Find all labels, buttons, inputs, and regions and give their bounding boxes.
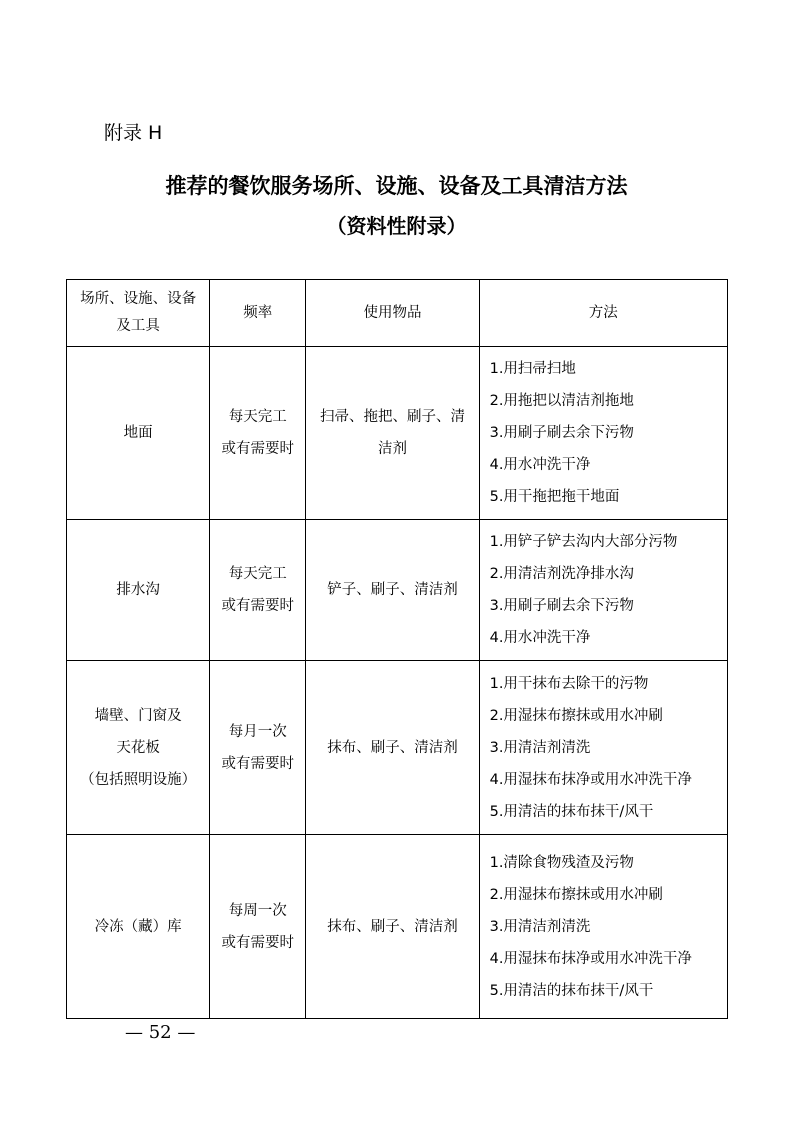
method-cell	[479, 661, 727, 835]
method-step: 2.用清洁剂洗净排水沟	[489, 566, 634, 582]
frequency-line: 或有需要时	[221, 598, 295, 614]
place-line: 排水沟	[116, 582, 160, 598]
place-cell	[67, 835, 210, 1019]
place-line: （包括照明设施）	[80, 771, 197, 788]
place-cell	[67, 661, 210, 835]
table-row	[67, 347, 728, 520]
method-step: 2.用湿抹布擦抹或用水冲刷	[489, 886, 663, 903]
frequency-cell	[210, 835, 306, 1019]
items-line: 扫帚、拖把、刷子、清	[319, 409, 465, 425]
method-step: 5.用清洁的抹布抹干/风干	[489, 803, 654, 820]
method-step: 3.用刷子刷去余下污物	[489, 598, 634, 614]
method-step: 5.用清洁的抹布抹干/风干	[489, 982, 654, 999]
method-step: 2.用湿抹布擦抹或用水冲刷	[489, 707, 663, 724]
items-line: 洁剂	[377, 441, 407, 457]
method-step: 3.用清洁剂清洗	[489, 739, 591, 756]
method-step: 3.用刷子刷去余下污物	[489, 425, 634, 441]
method-step: 1.用铲子铲去沟内大部分污物	[489, 534, 678, 550]
place-line: 天花板	[116, 739, 160, 756]
method-step: 1.清除食物残渣及污物	[489, 854, 634, 871]
frequency-line: 或有需要时	[221, 934, 295, 951]
page-number: — 52 —	[125, 1022, 196, 1043]
items-cell	[306, 661, 479, 835]
cleaning-methods-table	[66, 279, 728, 1019]
frequency-cell	[210, 520, 306, 661]
place-cell	[67, 347, 210, 520]
header-place	[67, 280, 210, 347]
method-step: 2.用拖把以清洁剂拖地	[489, 393, 634, 409]
frequency-line: 每天完工	[228, 566, 287, 582]
method-step: 1.用扫帚扫地	[489, 361, 576, 377]
frequency-cell	[210, 347, 306, 520]
header-frequency: 频率	[210, 280, 306, 347]
frequency-cell	[210, 661, 306, 835]
items-line: 铲子、刷子、清洁剂	[327, 582, 458, 598]
table-header-row	[67, 280, 728, 347]
items-line: 抹布、刷子、清洁剂	[327, 739, 458, 756]
table-row	[67, 835, 728, 1019]
document-title: 推荐的餐饮服务场所、设施、设备及工具清洁方法	[165, 174, 628, 198]
method-step: 4.用水冲洗干净	[489, 457, 591, 473]
frequency-line: 每天完工	[228, 409, 287, 425]
method-step: 5.用干拖把拖干地面	[489, 489, 620, 505]
items-cell	[306, 520, 479, 661]
frequency-line: 每周一次	[228, 902, 287, 919]
header-items: 使用物品	[306, 280, 479, 347]
method-cell	[479, 835, 727, 1019]
place-line: 地面	[123, 425, 153, 441]
frequency-line: 或有需要时	[221, 755, 295, 772]
place-cell	[67, 520, 210, 661]
document-subtitle: （资料性附录）	[326, 214, 467, 238]
method-step: 4.用湿抹布抹净或用水冲洗干净	[489, 771, 692, 788]
header-place-line1: 场所、设施、设备	[80, 291, 197, 307]
method-step: 4.用湿抹布抹净或用水冲洗干净	[489, 950, 692, 967]
method-cell	[479, 520, 727, 661]
method-step: 4.用水冲洗干净	[489, 630, 591, 646]
header-method: 方法	[479, 280, 727, 347]
items-line: 抹布、刷子、清洁剂	[327, 918, 458, 935]
place-line: 墙壁、门窗及	[94, 707, 182, 724]
items-cell	[306, 347, 479, 520]
method-step: 3.用清洁剂清洗	[489, 918, 591, 935]
frequency-line: 或有需要时	[221, 441, 295, 457]
method-cell	[479, 347, 727, 520]
place-line: 冷冻（藏）库	[94, 918, 182, 935]
table-row	[67, 661, 728, 835]
table-row	[67, 520, 728, 661]
frequency-line: 每月一次	[228, 723, 287, 740]
items-cell	[306, 835, 479, 1019]
header-place-line2: 及工具	[116, 318, 160, 334]
method-step: 1.用干抹布去除干的污物	[489, 675, 649, 692]
appendix-label: 附录 H	[104, 122, 163, 144]
